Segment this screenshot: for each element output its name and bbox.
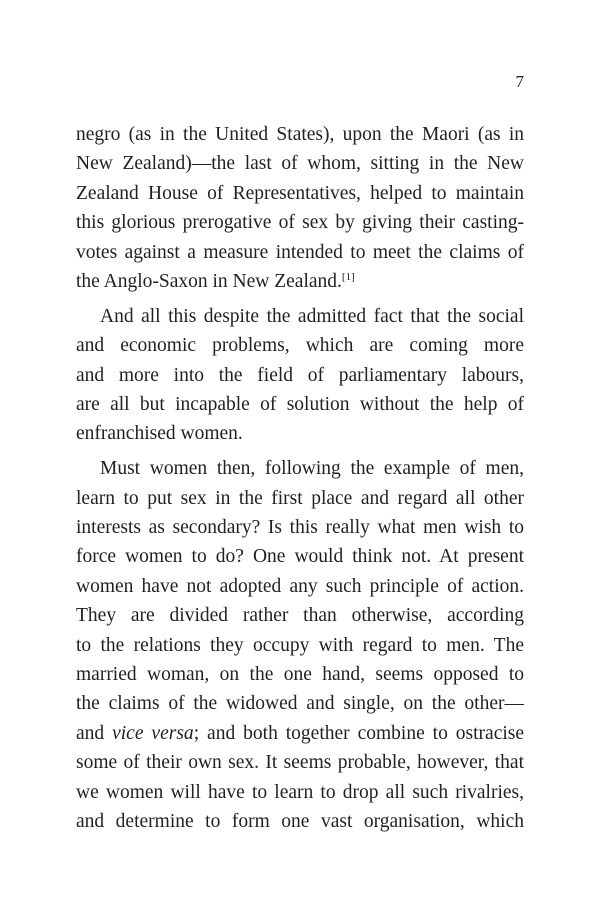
text-line: are all but incapable of solution without the help of: [76, 394, 524, 416]
text-line: interests as secondary? Is this really what men wish to: [76, 517, 524, 539]
text-line: learn to put sex in the first place and regard all other: [76, 487, 524, 509]
text-line: married woman, on the one hand, seems opposed to: [76, 664, 524, 686]
text-line: to the relations they occupy with regard to men. The: [76, 634, 524, 656]
footnote-reference[interactable]: [1]: [341, 270, 355, 283]
text-fragment: ; and both together combine to ostracise: [193, 722, 525, 744]
body-text: [76, 120, 524, 836]
text-line: women have not adopted any such principle of action.: [76, 575, 524, 597]
paragraph-2: [76, 302, 524, 449]
text-line: Must women then, following the example of men,: [100, 458, 524, 480]
text-line: votes against a measure intended to meet the claims of: [76, 241, 524, 263]
text-fragment: the Anglo-Saxon in New Zealand.: [76, 270, 342, 292]
paragraph-3: [76, 454, 524, 836]
text-line: [76, 719, 524, 748]
text-line: some of their own sex. It seems probable, however, that: [76, 752, 524, 774]
text-line: and economic problems, which are coming more: [76, 335, 524, 357]
text-line: And all this despite the admitted fact that the social: [100, 305, 524, 327]
text-line: the claims of the widowed and single, on the other—: [76, 693, 524, 715]
text-line: New Zealand)—the last of whom, sitting in the New: [76, 153, 524, 175]
text-line: and more into the field of parliamentary labours,: [76, 364, 524, 386]
text-line: we women will have to learn to drop all such rivalries,: [76, 781, 524, 803]
text-line: They are divided rather than otherwise, according: [76, 605, 524, 627]
text-fragment: and: [76, 722, 113, 744]
text-line: enfranchised women.: [76, 423, 243, 445]
text-line: and determine to form one vast organisation, which: [76, 810, 524, 832]
page-number: 7: [515, 72, 524, 91]
text-line: negro (as in the United States), upon the Maori (as in: [76, 124, 524, 145]
italic-phrase: vice versa: [112, 722, 194, 744]
text-line: this glorious prerogative of sex by giving their casting-: [76, 212, 524, 234]
paragraph-1: [76, 120, 524, 296]
text-line: [76, 267, 524, 296]
text-line: force women to do? One would think not. At present: [76, 546, 524, 568]
text-line: Zealand House of Representatives, helped to maintain: [76, 182, 524, 204]
